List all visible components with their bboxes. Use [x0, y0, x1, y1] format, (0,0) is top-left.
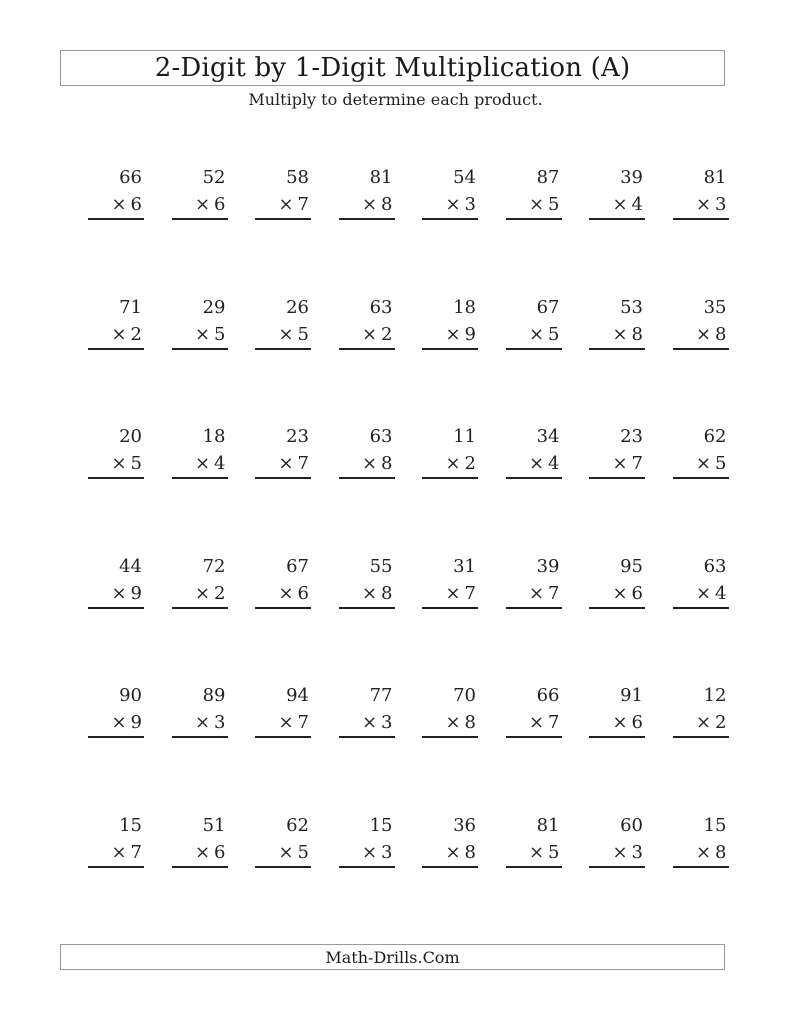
problem-top-number: 81 [703, 167, 727, 188]
multiplication-sign: × [111, 323, 127, 345]
problem-item [422, 165, 478, 225]
problem-top-number: 35 [703, 296, 727, 318]
footer-box [60, 944, 725, 970]
problem-multiplier: 9 [130, 582, 142, 604]
problem-multiplier-line [195, 192, 226, 218]
problem-multiplier-line [362, 322, 393, 348]
problem-item [339, 813, 395, 873]
problem-multiplier-line [529, 192, 560, 218]
problem-multiplier: 9 [130, 712, 142, 734]
problem-item [673, 424, 729, 484]
answer-line [339, 477, 395, 479]
problem-multiplier-line [111, 322, 142, 348]
answer-line [673, 348, 729, 350]
problem-multiplier-line [195, 581, 226, 607]
problem-top-number: 26 [286, 296, 309, 318]
multiplication-sign: × [612, 582, 628, 604]
problem-multiplier-line [612, 451, 643, 477]
problem-top-number: 63 [703, 555, 727, 577]
problem-multiplier: 8 [381, 582, 393, 604]
multiplication-sign: × [361, 841, 378, 863]
problem-top-number: 15 [703, 814, 727, 836]
answer-line [88, 736, 144, 738]
multiplication-sign: × [528, 582, 545, 604]
problem-multiplier-line [612, 840, 643, 866]
problem-multiplier-line [111, 710, 142, 736]
problem-top-number: 67 [536, 296, 560, 318]
problem-item [339, 165, 395, 225]
problem-multiplier-line [278, 451, 309, 477]
multiplication-sign: × [111, 194, 127, 215]
problem-multiplier: 3 [715, 194, 727, 215]
problem-item [673, 813, 729, 873]
problem-multiplier: 6 [297, 582, 309, 604]
problem-multiplier: 6 [214, 841, 226, 863]
answer-line [255, 736, 311, 738]
problem-top-number: 34 [536, 426, 560, 448]
problem-multiplier-line [529, 451, 560, 477]
problem-item [589, 554, 645, 614]
problem-top-number: 66 [536, 685, 560, 707]
answer-line [506, 477, 562, 479]
problem-top-number: 62 [703, 426, 727, 448]
multiplication-sign: × [361, 453, 378, 475]
problem-multiplier: 8 [381, 194, 393, 215]
problem-multiplier-line [445, 840, 476, 866]
problem-top-number: 15 [119, 814, 142, 836]
problem-multiplier: 3 [381, 841, 393, 863]
problem-item [88, 813, 144, 873]
problem-multiplier-line [696, 710, 727, 736]
multiplication-sign: × [612, 841, 628, 863]
answer-line [673, 607, 729, 609]
problem-top-number: 53 [620, 296, 643, 318]
problem-item [589, 295, 645, 355]
problem-multiplier: 8 [715, 323, 727, 345]
problem-multiplier-line [612, 322, 643, 348]
problem-item [255, 165, 311, 225]
problem-item [673, 295, 729, 355]
problem-multiplier-line [612, 192, 643, 218]
problem-item [172, 554, 228, 614]
footer-text: Math-Drills.Com [325, 947, 460, 967]
problem-multiplier: 6 [631, 582, 643, 604]
problem-item [172, 813, 228, 873]
problem-multiplier: 7 [297, 712, 309, 734]
multiplication-sign: × [361, 194, 378, 215]
problem-multiplier: 2 [214, 582, 226, 604]
problem-multiplier-line [362, 451, 393, 477]
problem-multiplier-line [278, 322, 309, 348]
answer-line [88, 348, 144, 350]
problem-item [589, 424, 645, 484]
problem-top-number: 54 [453, 167, 476, 188]
answer-line [339, 607, 395, 609]
problem-item [422, 424, 478, 484]
problem-item [339, 683, 395, 743]
problem-top-number: 23 [286, 426, 309, 448]
answer-line [339, 736, 395, 738]
problem-top-number: 29 [202, 296, 226, 318]
problem-item [255, 683, 311, 743]
problem-multiplier-line [696, 192, 727, 218]
answer-line [172, 348, 228, 350]
problem-multiplier: 5 [548, 323, 560, 345]
multiplication-sign: × [445, 453, 461, 475]
problem-item [589, 813, 645, 873]
answer-line [673, 866, 729, 868]
answer-line [589, 218, 645, 220]
problem-top-number: 58 [286, 167, 309, 188]
problem-top-number: 66 [119, 167, 142, 188]
answer-line [506, 218, 562, 220]
answer-line [422, 348, 478, 350]
multiplication-sign: × [445, 712, 461, 734]
problem-multiplier-line [445, 322, 476, 348]
answer-line [255, 348, 311, 350]
problem-multiplier-line [529, 710, 560, 736]
multiplication-sign: × [528, 712, 545, 734]
problem-item [339, 424, 395, 484]
multiplication-sign: × [278, 712, 294, 734]
problem-multiplier: 7 [631, 453, 643, 475]
problem-multiplier-line [445, 581, 476, 607]
answer-line [172, 607, 228, 609]
problem-item [673, 554, 729, 614]
multiplication-sign: × [695, 582, 712, 604]
problem-multiplier: 7 [130, 841, 142, 863]
answer-line [589, 607, 645, 609]
problem-multiplier: 5 [548, 841, 560, 863]
problem-item [422, 554, 478, 614]
answer-line [339, 348, 395, 350]
answer-line [255, 866, 311, 868]
multiplication-sign: × [612, 194, 628, 215]
answer-line [589, 866, 645, 868]
problem-multiplier: 9 [464, 323, 476, 345]
problem-multiplier: 4 [715, 582, 727, 604]
answer-line [255, 607, 311, 609]
multiplication-sign: × [278, 323, 294, 345]
problem-item [88, 424, 144, 484]
multiplication-sign: × [528, 453, 545, 475]
answer-line [506, 866, 562, 868]
problem-top-number: 67 [286, 555, 309, 577]
problem-multiplier-line [195, 322, 226, 348]
answer-line [172, 736, 228, 738]
multiplication-sign: × [695, 712, 712, 734]
multiplication-sign: × [194, 323, 211, 345]
problem-multiplier-line [362, 581, 393, 607]
answer-line [422, 736, 478, 738]
answer-line [589, 477, 645, 479]
problem-multiplier: 2 [464, 453, 476, 475]
problem-multiplier: 8 [464, 841, 476, 863]
problem-multiplier: 3 [464, 194, 476, 215]
multiplication-sign: × [361, 323, 378, 345]
answer-line [172, 866, 228, 868]
problem-multiplier-line [111, 581, 142, 607]
problem-top-number: 81 [536, 814, 560, 836]
answer-line [88, 218, 144, 220]
problem-top-number: 31 [453, 555, 476, 577]
problem-multiplier-line [111, 840, 142, 866]
multiplication-sign: × [111, 712, 127, 734]
problem-top-number: 94 [286, 685, 309, 707]
answer-line [422, 866, 478, 868]
problem-multiplier: 4 [548, 453, 560, 475]
problem-item [88, 683, 144, 743]
problem-item [673, 165, 729, 225]
multiplication-sign: × [528, 841, 545, 863]
multiplication-sign: × [278, 582, 294, 604]
problem-multiplier-line [612, 710, 643, 736]
problem-item [506, 683, 562, 743]
problem-top-number: 62 [286, 814, 309, 836]
problem-multiplier-line [696, 840, 727, 866]
multiplication-sign: × [361, 582, 378, 604]
problem-multiplier: 5 [297, 841, 309, 863]
problem-item [88, 165, 144, 225]
problem-multiplier: 7 [548, 582, 560, 604]
problem-item [255, 424, 311, 484]
problem-top-number: 20 [119, 426, 142, 448]
answer-line [422, 477, 478, 479]
multiplication-sign: × [445, 323, 461, 345]
problem-top-number: 90 [119, 685, 142, 707]
problem-top-number: 44 [119, 555, 142, 577]
problem-multiplier-line [445, 451, 476, 477]
problem-multiplier: 2 [715, 712, 727, 734]
problem-multiplier: 6 [130, 194, 142, 215]
problem-multiplier-line [195, 710, 226, 736]
answer-line [172, 218, 228, 220]
answer-line [255, 218, 311, 220]
problem-item [506, 554, 562, 614]
problem-top-number: 70 [453, 685, 476, 707]
answer-line [339, 866, 395, 868]
problem-multiplier-line [278, 581, 309, 607]
problem-top-number: 63 [369, 296, 393, 318]
multiplication-sign: × [194, 194, 211, 215]
problem-multiplier: 8 [631, 323, 643, 345]
problem-top-number: 36 [453, 814, 476, 836]
problem-top-number: 89 [202, 685, 226, 707]
problem-multiplier: 2 [381, 323, 393, 345]
multiplication-sign: × [695, 323, 712, 345]
problem-multiplier: 7 [297, 194, 309, 215]
problem-top-number: 51 [202, 814, 226, 836]
problem-item [422, 683, 478, 743]
multiplication-sign: × [445, 582, 461, 604]
problem-multiplier: 3 [631, 841, 643, 863]
problem-multiplier: 3 [381, 712, 393, 734]
problem-top-number: 12 [703, 685, 727, 707]
problem-multiplier: 7 [297, 453, 309, 475]
multiplication-sign: × [612, 323, 628, 345]
problem-top-number: 11 [453, 426, 476, 448]
multiplication-sign: × [194, 453, 211, 475]
problem-item [172, 295, 228, 355]
problem-top-number: 39 [536, 555, 560, 577]
problem-top-number: 60 [620, 814, 643, 836]
problem-multiplier: 7 [548, 712, 560, 734]
multiplication-sign: × [528, 323, 545, 345]
problem-top-number: 15 [369, 814, 393, 836]
multiplication-sign: × [695, 841, 712, 863]
problem-multiplier: 2 [130, 323, 142, 345]
multiplication-sign: × [111, 841, 127, 863]
problem-top-number: 91 [620, 685, 643, 707]
multiplication-sign: × [445, 841, 461, 863]
problem-top-number: 18 [202, 426, 226, 448]
problem-multiplier: 5 [214, 323, 226, 345]
problem-item [422, 295, 478, 355]
problem-multiplier-line [362, 710, 393, 736]
problem-top-number: 81 [369, 167, 393, 188]
multiplication-sign: × [278, 841, 294, 863]
problem-multiplier: 6 [214, 194, 226, 215]
problem-item [506, 424, 562, 484]
problem-item [589, 683, 645, 743]
problem-multiplier-line [696, 451, 727, 477]
answer-line [506, 736, 562, 738]
problem-top-number: 55 [369, 555, 393, 577]
problem-top-number: 77 [369, 685, 393, 707]
problem-item [255, 295, 311, 355]
answer-line [422, 218, 478, 220]
problem-top-number: 52 [202, 167, 226, 188]
problem-multiplier-line [529, 840, 560, 866]
problem-item [339, 295, 395, 355]
problem-item [673, 683, 729, 743]
answer-line [422, 607, 478, 609]
answer-line [506, 348, 562, 350]
problem-multiplier-line [612, 581, 643, 607]
problem-multiplier-line [445, 192, 476, 218]
problem-multiplier-line [445, 710, 476, 736]
multiplication-sign: × [528, 194, 545, 215]
problem-multiplier-line [529, 581, 560, 607]
answer-line [339, 218, 395, 220]
answer-line [673, 477, 729, 479]
problem-top-number: 72 [202, 555, 226, 577]
multiplication-sign: × [695, 194, 712, 215]
problem-top-number: 95 [620, 555, 643, 577]
problem-item [506, 813, 562, 873]
answer-line [589, 348, 645, 350]
problem-item [506, 165, 562, 225]
problem-multiplier-line [278, 840, 309, 866]
problem-top-number: 87 [536, 167, 560, 188]
problem-item [88, 554, 144, 614]
problem-multiplier-line [195, 451, 226, 477]
multiplication-sign: × [612, 453, 628, 475]
multiplication-sign: × [194, 712, 211, 734]
problem-multiplier: 4 [214, 453, 226, 475]
problem-item [172, 424, 228, 484]
problem-multiplier: 8 [464, 712, 476, 734]
problem-top-number: 18 [453, 296, 476, 318]
problem-multiplier-line [362, 192, 393, 218]
problem-multiplier: 6 [631, 712, 643, 734]
answer-line [673, 736, 729, 738]
multiplication-sign: × [445, 194, 461, 215]
problem-top-number: 63 [369, 426, 393, 448]
problem-item [339, 554, 395, 614]
answer-line [172, 477, 228, 479]
problem-top-number: 71 [119, 296, 142, 318]
problem-multiplier-line [111, 192, 142, 218]
multiplication-sign: × [111, 453, 127, 475]
problem-multiplier-line [278, 192, 309, 218]
multiplication-sign: × [695, 453, 712, 475]
problem-item [172, 165, 228, 225]
multiplication-sign: × [278, 453, 294, 475]
problem-item [506, 295, 562, 355]
multiplication-sign: × [111, 582, 127, 604]
problem-item [88, 295, 144, 355]
problem-grid [88, 165, 728, 943]
problem-item [172, 683, 228, 743]
answer-line [589, 736, 645, 738]
multiplication-sign: × [612, 712, 628, 734]
problem-multiplier-line [529, 322, 560, 348]
multiplication-sign: × [194, 582, 211, 604]
problem-top-number: 23 [620, 426, 643, 448]
problem-top-number: 39 [620, 167, 643, 188]
page-title: 2-Digit by 1-Digit Multiplication (A) [154, 53, 631, 83]
problem-multiplier: 5 [715, 453, 727, 475]
problem-item [422, 813, 478, 873]
multiplication-sign: × [361, 712, 378, 734]
problem-multiplier: 5 [548, 194, 560, 215]
problem-multiplier-line [195, 840, 226, 866]
problem-multiplier: 5 [130, 453, 142, 475]
answer-line [506, 607, 562, 609]
problem-multiplier-line [696, 581, 727, 607]
problem-multiplier: 7 [464, 582, 476, 604]
instructions: Multiply to determine each product. [248, 90, 543, 109]
problem-multiplier-line [278, 710, 309, 736]
problem-item [255, 813, 311, 873]
problem-multiplier: 5 [297, 323, 309, 345]
answer-line [88, 866, 144, 868]
problem-item [589, 165, 645, 225]
problem-multiplier-line [696, 322, 727, 348]
answer-line [255, 477, 311, 479]
problem-multiplier: 8 [381, 453, 393, 475]
answer-line [88, 477, 144, 479]
multiplication-sign: × [278, 194, 294, 215]
multiplication-sign: × [194, 841, 211, 863]
problem-item [255, 554, 311, 614]
answer-line [673, 218, 729, 220]
problem-multiplier: 8 [715, 841, 727, 863]
title-box [60, 50, 725, 86]
answer-line [88, 607, 144, 609]
problem-multiplier-line [362, 840, 393, 866]
problem-multiplier: 4 [631, 194, 643, 215]
problem-multiplier: 3 [214, 712, 226, 734]
problem-multiplier-line [111, 451, 142, 477]
